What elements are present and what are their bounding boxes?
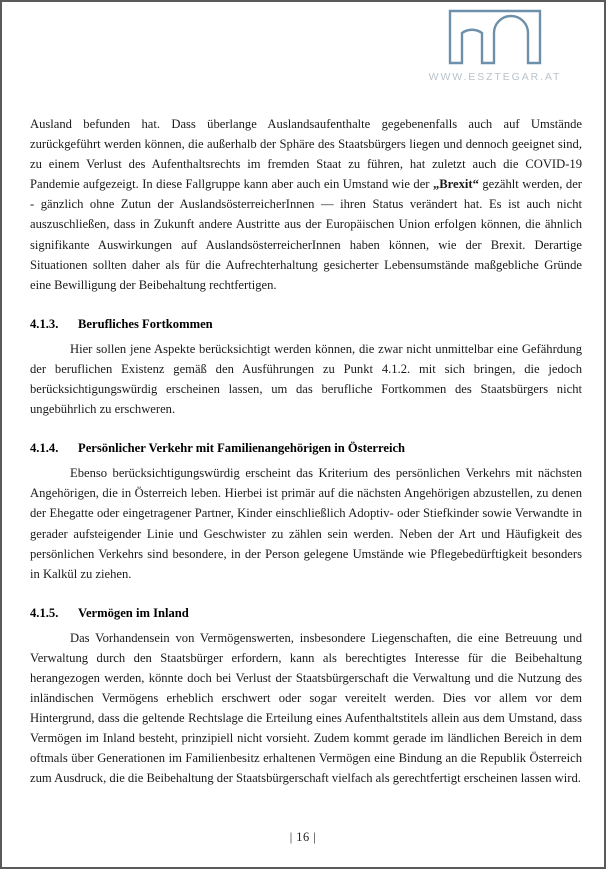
intro-text-part1: Ausland befunden hat. Dass überlange Auslandsaufenthalte gegebenenfalls auch auf Umstände zurückgeführt werden können, die außerhalb der Sphäre des Staatsbürgers liegen und dennoch geeignet sind, zu einem Verlust des Aufenthaltsrechts im fremden Staat zu führen, hat zuletzt auch die COVID-19 Pandemie aufgezeigt. In diese Fallgruppe kann aber auch ein Umstand wie der (30, 117, 582, 192)
document-body (30, 114, 582, 789)
section-title-414: Persönlicher Verkehr mit Familienangehörigen in Österreich (78, 441, 406, 456)
brand-url: WWW.ESZTEGAR.AT (428, 71, 562, 83)
brand-logo (410, 8, 580, 83)
section-heading-413 (30, 315, 582, 334)
section-number-414: 4.1.4. (30, 441, 59, 456)
section-heading-414 (30, 439, 582, 458)
intro-paragraph (30, 114, 582, 295)
section-paragraph-413: Hier sollen jene Aspekte berücksichtigt werden können, die zwar nicht unmittelbar eine Gefährdung der beruflichen Existenz gemäß den Ausführungen zu Punkt 4.1.2. mit sich bringen, die jedoch berücksichtigungswürdig erscheinen lassen, um das berufliche Fortkommen des Staatsbürgers nicht ungebührlich zu erschweren. (30, 341, 582, 417)
page-header (2, 2, 604, 110)
page-number: | 16 | (289, 830, 317, 844)
spacer (30, 584, 582, 604)
spacer (30, 295, 582, 315)
page-footer (2, 830, 604, 845)
section-title-413: Berufliches Fortkommen (78, 316, 213, 331)
section-heading-415 (30, 604, 582, 623)
esztegar-arch-logo-icon (447, 8, 543, 66)
section-paragraph-414: Ebenso berücksichtigungswürdig erscheint das Kriterium des persönlichen Verkehrs mit nächsten Angehörigen, die in Österreich leben. Hierbei ist primär auf die nächsten Angehörigen abzustellen, zu denen der Ehegatte oder eingetragener Partner, Kinder einschließlich Adoptiv- oder Stiefkinder sowie Verwandte in gerader aufsteigender Linie und Geschwister zu zählen sein werden. Neben der Art und Häufigkeit des persönlichen Verkehrs sind besondere, in der Person gelegene Umstände wie Pflegebedürftigkeit besonders in Kalkül zu ziehen. (30, 466, 582, 581)
section-number-415: 4.1.5. (30, 605, 59, 620)
section-paragraph-415: Das Vorhandensein von Vermögenswerten, insbesondere Liegenschaften, die eine Betreuung und Verwaltung durch den Staatsbürger erfordern, kann als berechtigtes Interesse für die Beibehaltung herangezogen werden, könnte doch bei Verlust der Staatsbürgerschaft die Verwaltung und die Nutzung des inländischen Vermögens erheblich erschwert oder sogar vereitelt werden. Dies vor allem vor dem Hintergrund, dass die geltende Rechtslage die Erteilung eines Aufenthaltstitels allein aus dem Umstand, dass Vermögen im Inland besteht, prinzipiell nicht vorsieht. Zudem kommt gerade im ländlichen Bereich in dem oftmals über Generationen im Familienbesitz erhaltenen Vermögen eine Bindung an die Republik Österreich zum Ausdruck, die die Beibehaltung der Staatsbürgerschaft vielfach als gerechtfertigt erscheinen lassen wird. (30, 630, 582, 786)
section-number-413: 4.1.3. (30, 316, 59, 331)
intro-text-part2: gezählt werden, der - gänzlich ohne Zutun der AuslandsösterreicherInnen — ihren Status verändert hat. Es ist auch nicht auszuschließen, dass in Zukunft andere Austritte aus der Europäischen Union erfolgen können, die ähnlich signifikante Auswirkungen auf AuslandsösterreicherInnen haben können, wie der Brexit. Derartige Situationen sollten daher als für die Aufrechterhaltung gesicherter Lebensumstände maßgebliche Gründe eine Bewilligung der Beibehaltung rechtfertigen. (30, 177, 582, 292)
brexit-emphasis: „Brexit“ (432, 177, 479, 192)
section-title-415: Vermögen im Inland (78, 605, 189, 620)
spacer (30, 419, 582, 439)
